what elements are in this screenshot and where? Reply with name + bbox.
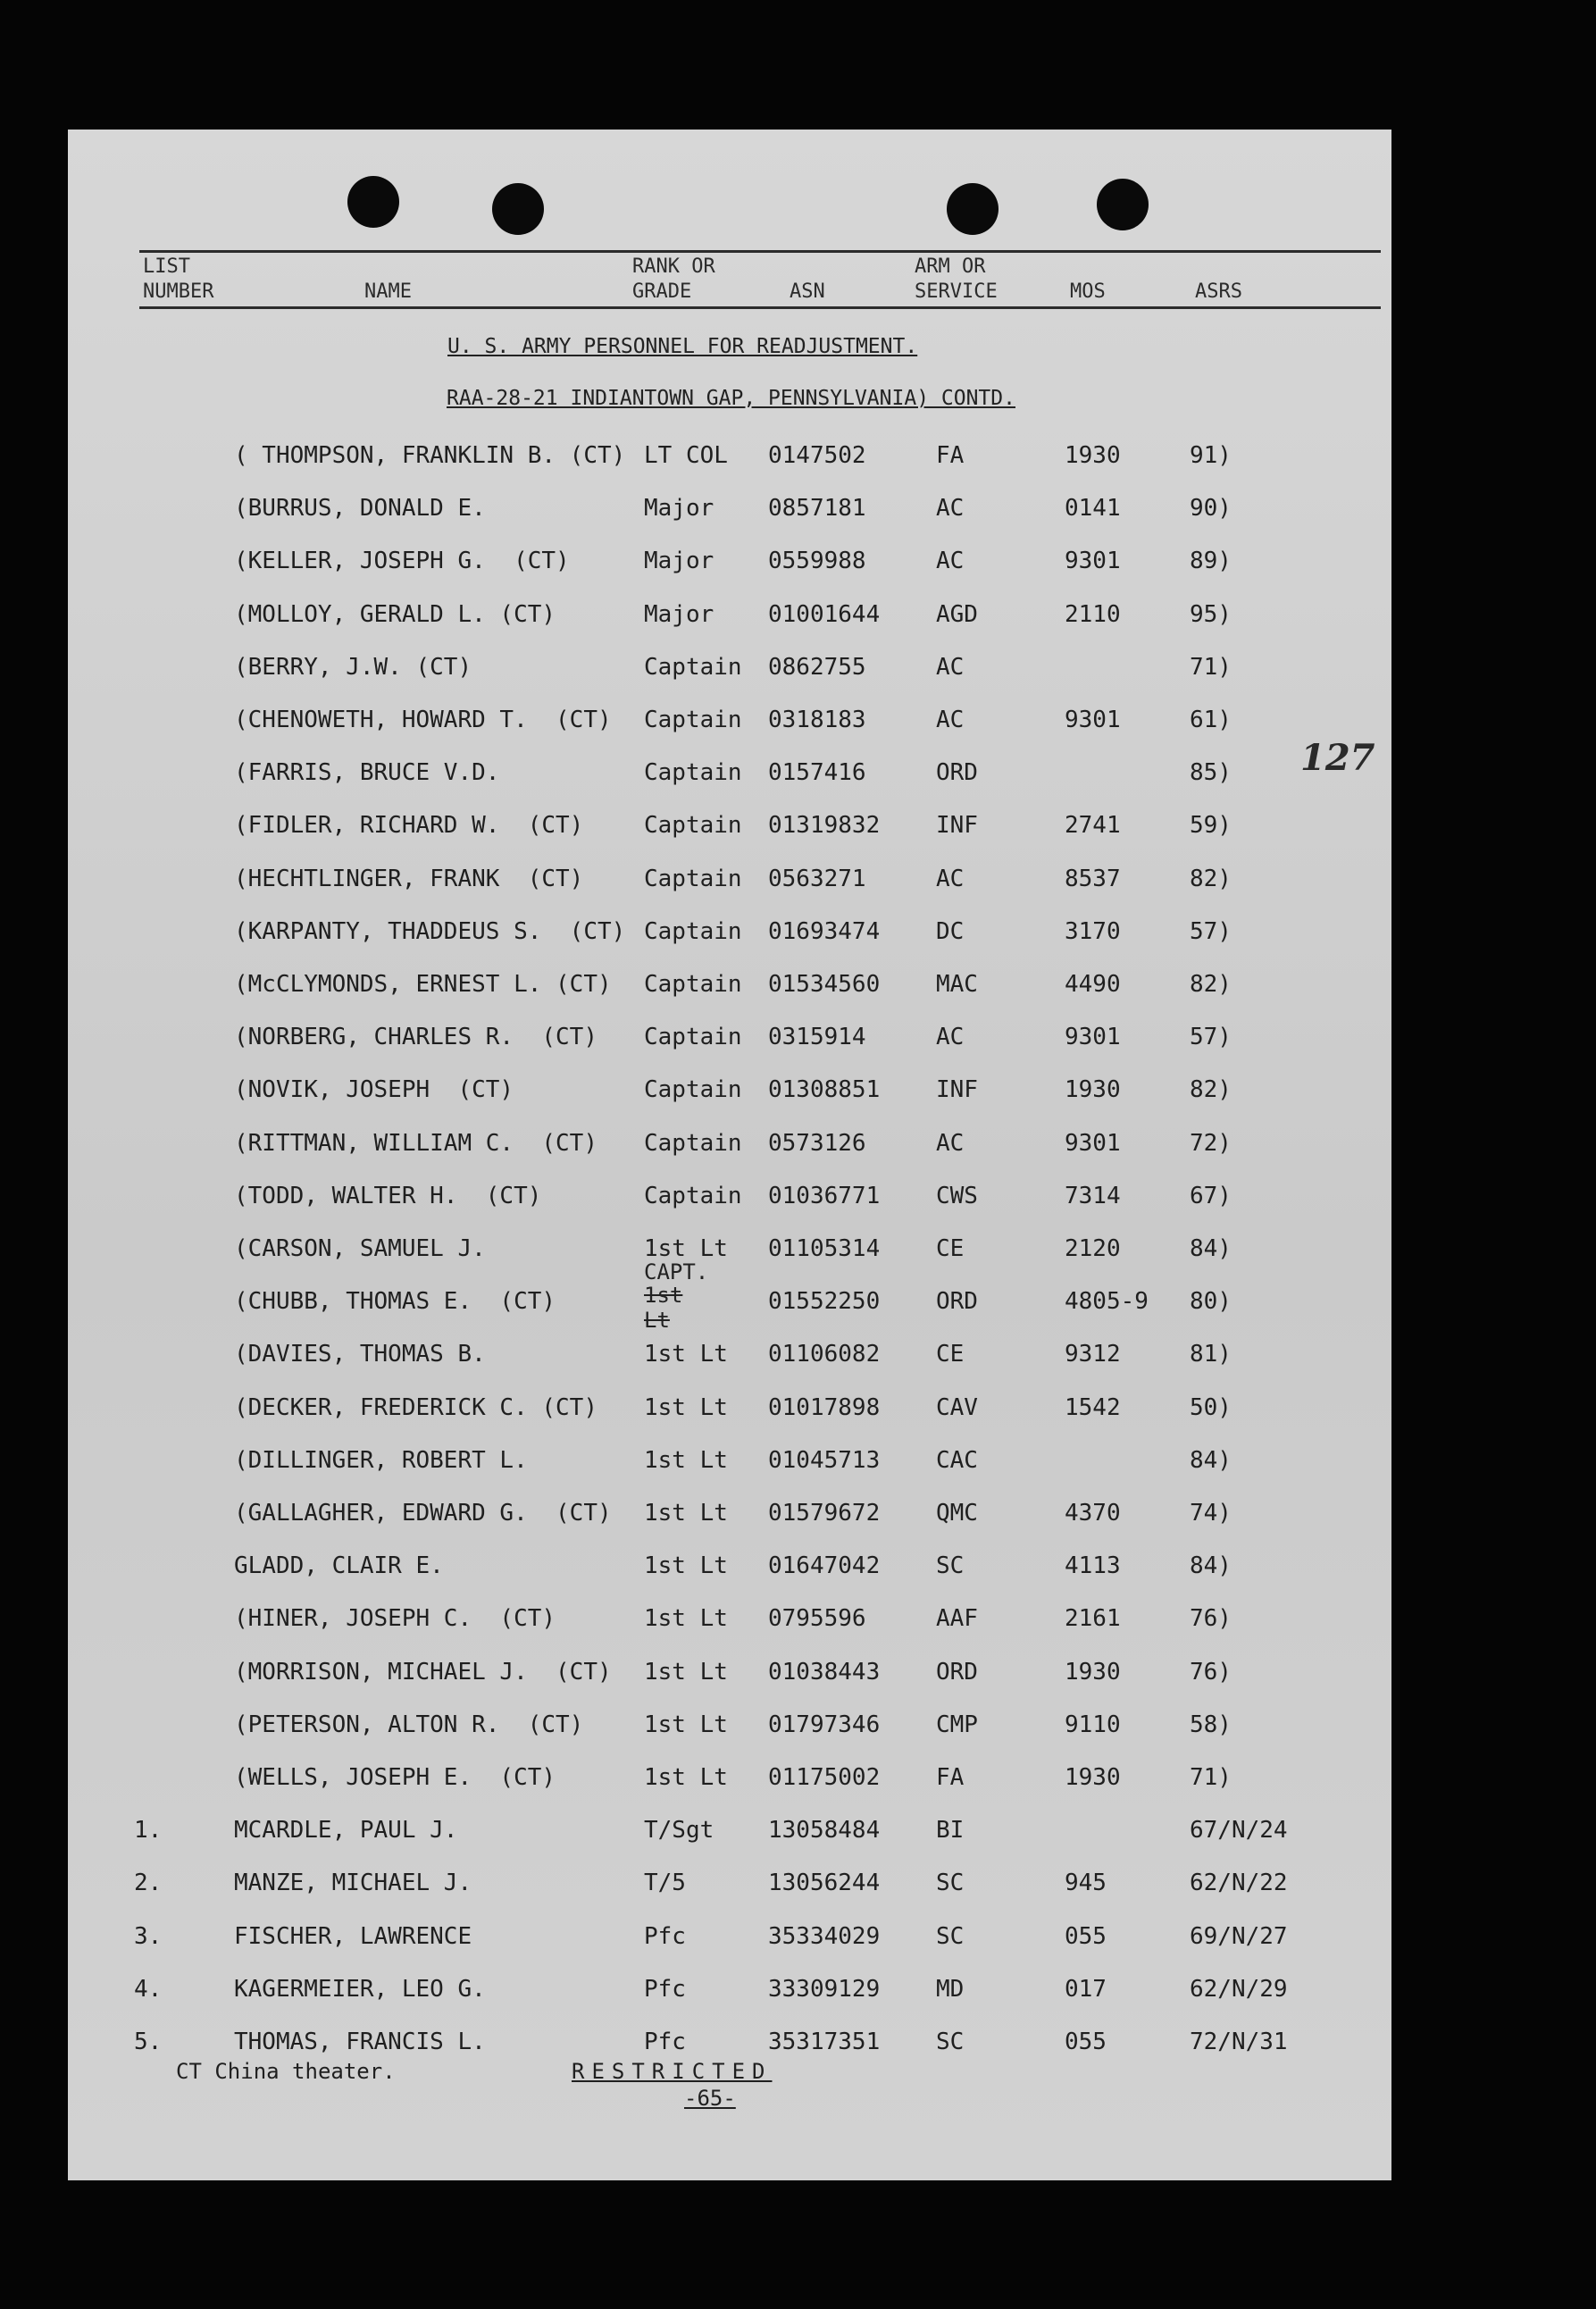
cell-arm: CMP [936, 1711, 978, 1738]
cell-asn: 01693474 [768, 917, 881, 945]
cell-asn: 01038443 [768, 1658, 881, 1686]
cell-grade: Captain [644, 1182, 742, 1209]
cell-name: (HECHTLINGER, FRANK (CT) [234, 865, 584, 892]
cell-asrs: 58) [1190, 1711, 1232, 1738]
cell-name: (HINER, JOSEPH C. (CT) [234, 1605, 556, 1633]
cell-grade: Pfc [644, 1975, 686, 2003]
cell-mos: 2161 [1065, 1605, 1121, 1633]
cell-grade: 1st Lt [644, 1658, 728, 1686]
correction-old: 1st Lt [644, 1283, 683, 1333]
cell-name: (KELLER, JOSEPH G. (CT) [234, 548, 570, 575]
cell-name: (CHENOWETH, HOWARD T. (CT) [234, 707, 612, 733]
cell-grade: Captain [644, 653, 742, 681]
cell-grade: Captain [644, 971, 742, 998]
table-row [68, 1183, 1391, 1218]
table-row [68, 1024, 1391, 1059]
cell-arm: QMC [936, 1500, 978, 1527]
cell-num: 3. [134, 1922, 163, 1950]
cell-asrs: 72) [1190, 1129, 1232, 1157]
punch-hole [347, 176, 399, 228]
cell-name: (MOLLOY, GERALD L. (CT) [234, 600, 556, 628]
cell-asrs: 62/N/22 [1190, 1870, 1288, 1897]
cell-arm: CE [936, 1341, 965, 1368]
cell-arm: CAV [936, 1393, 978, 1421]
table-row [68, 918, 1391, 954]
cell-asn: 33309129 [768, 1975, 881, 2003]
cell-asrs: 71) [1190, 1764, 1232, 1791]
cell-arm: AC [936, 1129, 965, 1157]
cell-asrs: 89) [1190, 548, 1232, 575]
table-row [68, 866, 1391, 901]
cell-arm: AGD [936, 600, 978, 628]
cell-arm: ORD [936, 1288, 978, 1316]
cell-name: (DECKER, FREDERICK C. (CT) [234, 1393, 597, 1421]
cell-asrs: 50) [1190, 1393, 1232, 1421]
header-mos: MOS [1070, 280, 1106, 303]
cell-asn: 01579672 [768, 1500, 881, 1527]
cell-asrs: 85) [1190, 759, 1232, 787]
table-row [68, 1659, 1391, 1694]
cell-mos: 9301 [1065, 707, 1121, 733]
cell-mos: 9301 [1065, 1024, 1121, 1051]
cell-arm: DC [936, 917, 965, 945]
table-row [68, 1605, 1391, 1641]
cell-num: 2. [134, 1870, 163, 1897]
cell-grade: Captain [644, 707, 742, 733]
cell-mos: 2120 [1065, 1235, 1121, 1262]
cell-mos: 4805-9 [1065, 1288, 1149, 1316]
table-row [68, 1711, 1391, 1747]
cell-mos: 4113 [1065, 1552, 1121, 1580]
header-rule-top [139, 250, 1381, 253]
cell-mos: 055 [1065, 1922, 1107, 1950]
table-row [68, 495, 1391, 531]
cell-grade: Captain [644, 917, 742, 945]
cell-arm: BI [936, 1817, 965, 1845]
cell-name: (CARSON, SAMUEL J. [234, 1235, 486, 1262]
table-row [68, 1076, 1391, 1112]
table-row [68, 1447, 1391, 1483]
header-arm: ARM OR SERVICE [915, 255, 998, 303]
cell-asrs: 76) [1190, 1658, 1232, 1686]
table-row [68, 1130, 1391, 1166]
cell-mos: 1930 [1065, 442, 1121, 469]
cell-grade: Major [644, 600, 714, 628]
cell-mos: 2110 [1065, 600, 1121, 628]
cell-name: (FARRIS, BRUCE V.D. [234, 759, 500, 787]
cell-asrs: 74) [1190, 1500, 1232, 1527]
cell-asrs: 57) [1190, 1024, 1232, 1051]
cell-mos: 055 [1065, 2029, 1107, 2055]
cell-asrs: 82) [1190, 1076, 1232, 1104]
cell-name: ( THOMPSON, FRANKLIN B. (CT) [234, 442, 626, 469]
cell-asn: 0315914 [768, 1024, 866, 1051]
cell-asrs: 61) [1190, 707, 1232, 733]
cell-asn: 0147502 [768, 442, 866, 469]
cell-grade: Captain [644, 759, 742, 787]
document-title: U. S. ARMY PERSONNEL FOR READJUSTMENT. [447, 335, 918, 358]
cell-mos: 9110 [1065, 1711, 1121, 1738]
cell-name: (BERRY, J.W. (CT) [234, 653, 472, 681]
cell-mos: 4490 [1065, 971, 1121, 998]
table-row [68, 1870, 1391, 1905]
cell-name: (BURRUS, DONALD E. [234, 495, 486, 523]
cell-grade: 1st Lt [644, 1393, 728, 1421]
cell-arm: CAC [936, 1446, 978, 1474]
cell-mos: 4370 [1065, 1500, 1121, 1527]
cell-asn: 0559988 [768, 548, 866, 575]
cell-asn: 0318183 [768, 707, 866, 733]
cell-asn: 01017898 [768, 1393, 881, 1421]
cell-asn: 01534560 [768, 971, 881, 998]
table-row [68, 759, 1391, 795]
cell-asrs: 95) [1190, 600, 1232, 628]
table-row [68, 1288, 1391, 1324]
cell-arm: MD [936, 1975, 965, 2003]
cell-arm: INF [936, 812, 978, 840]
cell-grade: 1st Lt [644, 1341, 728, 1368]
header-asrs: ASRS [1195, 280, 1242, 303]
cell-asn: 0857181 [768, 495, 866, 523]
cell-mos: 8537 [1065, 865, 1121, 892]
cell-mos: 1930 [1065, 1658, 1121, 1686]
cell-asrs: 71) [1190, 653, 1232, 681]
cell-mos: 9301 [1065, 548, 1121, 575]
cell-asn: 01001644 [768, 600, 881, 628]
table-row [68, 707, 1391, 742]
cell-asn: 01797346 [768, 1711, 881, 1738]
table-row [68, 1764, 1391, 1800]
cell-name: (RITTMAN, WILLIAM C. (CT) [234, 1129, 597, 1157]
cell-arm: AC [936, 865, 965, 892]
cell-mos: 2741 [1065, 812, 1121, 840]
cell-arm: AC [936, 653, 965, 681]
cell-asn: 13058484 [768, 1817, 881, 1845]
cell-asn: 01106082 [768, 1341, 881, 1368]
margin-note: 127 [1300, 737, 1375, 779]
table-row [68, 1394, 1391, 1430]
cell-grade: 1st Lt [644, 1605, 728, 1633]
cell-asn: 01175002 [768, 1764, 881, 1791]
header-rule-bottom [139, 306, 1381, 309]
cell-mos: 9301 [1065, 1129, 1121, 1157]
cell-grade: 1st Lt [644, 1552, 728, 1580]
cell-grade: 1st Lt [644, 1711, 728, 1738]
table-row [68, 971, 1391, 1007]
cell-asrs: 57) [1190, 917, 1232, 945]
cell-asrs: 67/N/24 [1190, 1817, 1288, 1845]
cell-asn: 35334029 [768, 1922, 881, 1950]
cell-name: (WELLS, JOSEPH E. (CT) [234, 1764, 556, 1791]
cell-asn: 0157416 [768, 759, 866, 787]
cell-arm: CWS [936, 1182, 978, 1209]
cell-asrs: 59) [1190, 812, 1232, 840]
cell-num: 5. [134, 2029, 163, 2055]
cell-asn: 35317351 [768, 2029, 881, 2055]
punch-hole [1097, 179, 1149, 230]
cell-asrs: 84) [1190, 1552, 1232, 1580]
cell-asn: 0573126 [768, 1129, 866, 1157]
cell-asn: 0563271 [768, 865, 866, 892]
cell-mos: 945 [1065, 1870, 1107, 1897]
cell-grade: 1st Lt [644, 1446, 728, 1474]
document-page [68, 130, 1391, 2180]
cell-name: (NOVIK, JOSEPH (CT) [234, 1076, 514, 1104]
cell-arm: SC [936, 2029, 965, 2055]
cell-asn: 01319832 [768, 812, 881, 840]
cell-name: (NORBERG, CHARLES R. (CT) [234, 1024, 597, 1051]
table-row [68, 548, 1391, 583]
cell-name: (KARPANTY, THADDEUS S. (CT) [234, 917, 626, 945]
cell-arm: FA [936, 1764, 965, 1791]
header-list-number: LIST NUMBER [143, 255, 214, 303]
cell-name: (DILLINGER, ROBERT L. [234, 1446, 528, 1474]
cell-grade: Captain [644, 865, 742, 892]
cell-asrs: 84) [1190, 1446, 1232, 1474]
cell-arm: AC [936, 548, 965, 575]
cell-grade: 1st Lt [644, 1764, 728, 1791]
cell-arm: ORD [936, 1658, 978, 1686]
punch-hole [492, 183, 544, 235]
cell-asn: 01552250 [768, 1288, 881, 1316]
cell-asrs: 91) [1190, 442, 1232, 469]
cell-arm: SC [936, 1922, 965, 1950]
cell-grade: Pfc [644, 2029, 686, 2055]
cell-name: (MORRISON, MICHAEL J. (CT) [234, 1658, 612, 1686]
cell-asrs: 69/N/27 [1190, 1922, 1288, 1950]
table-row [68, 601, 1391, 637]
cell-asn: 01105314 [768, 1235, 881, 1262]
cell-arm: FA [936, 442, 965, 469]
cell-asrs: 72/N/31 [1190, 2029, 1288, 2055]
cell-grade: LT COL [644, 442, 728, 469]
cell-asrs: 81) [1190, 1341, 1232, 1368]
cell-name: (FIDLER, RICHARD W. (CT) [234, 812, 584, 840]
cell-arm: AC [936, 495, 965, 523]
cell-asrs: 67) [1190, 1182, 1232, 1209]
cell-grade: 1st Lt [644, 1235, 728, 1262]
footnote: CT China theater. [176, 2059, 396, 2084]
punch-hole [947, 183, 999, 235]
cell-name: (McCLYMONDS, ERNEST L. (CT) [234, 971, 612, 998]
cell-grade: Captain [644, 1129, 742, 1157]
cell-grade: Captain [644, 1076, 742, 1104]
cell-mos: 1542 [1065, 1393, 1121, 1421]
cell-name: (PETERSON, ALTON R. (CT) [234, 1711, 584, 1738]
cell-grade: Major [644, 548, 714, 575]
cell-grade: T/Sgt [644, 1817, 714, 1845]
cell-name: (TODD, WALTER H. (CT) [234, 1182, 542, 1209]
cell-asn: 13056244 [768, 1870, 881, 1897]
cell-asrs: 76) [1190, 1605, 1232, 1633]
table-row [68, 1235, 1391, 1271]
cell-asrs: 80) [1190, 1288, 1232, 1316]
correction-new: CAPT. [644, 1259, 709, 1284]
cell-arm: ORD [936, 759, 978, 787]
cell-grade: T/5 [644, 1870, 686, 1897]
cell-arm: AAF [936, 1605, 978, 1633]
cell-name: FISCHER, LAWRENCE [234, 1922, 472, 1950]
cell-asn: 0795596 [768, 1605, 866, 1633]
cell-mos: 017 [1065, 1975, 1107, 2003]
cell-grade: Captain [644, 1024, 742, 1051]
cell-grade: 1st Lt [644, 1500, 728, 1527]
document-subtitle: RAA-28-21 INDIANTOWN GAP, PENNSYLVANIA) CONTD. [447, 387, 1015, 410]
cell-asn: 01308851 [768, 1076, 881, 1104]
cell-asn: 0862755 [768, 653, 866, 681]
table-row [68, 1552, 1391, 1588]
cell-name: MANZE, MICHAEL J. [234, 1870, 472, 1897]
cell-name: MCARDLE, PAUL J. [234, 1817, 458, 1845]
cell-asrs: 90) [1190, 495, 1232, 523]
cell-num: 4. [134, 1975, 163, 2003]
cell-asn: 01647042 [768, 1552, 881, 1580]
cell-mos: 7314 [1065, 1182, 1121, 1209]
cell-arm: AC [936, 707, 965, 733]
cell-name: (DAVIES, THOMAS B. [234, 1341, 486, 1368]
cell-mos: 9312 [1065, 1341, 1121, 1368]
cell-num: 1. [134, 1817, 163, 1845]
cell-mos: 1930 [1065, 1764, 1121, 1791]
page-number: -65- [684, 2086, 736, 2111]
cell-grade: Pfc [644, 1922, 686, 1950]
cell-asrs: 62/N/29 [1190, 1975, 1288, 2003]
table-row [68, 1923, 1391, 1959]
cell-grade: Major [644, 495, 714, 523]
cell-arm: MAC [936, 971, 978, 998]
cell-name: THOMAS, FRANCIS L. [234, 2029, 486, 2055]
cell-name: GLADD, CLAIR E. [234, 1552, 444, 1580]
table-row [68, 1817, 1391, 1853]
cell-mos: 1930 [1065, 1076, 1121, 1104]
cell-mos: 0141 [1065, 495, 1121, 523]
restricted-stamp: RESTRICTED [572, 2059, 773, 2084]
cell-arm: SC [936, 1552, 965, 1580]
cell-grade: Captain [644, 812, 742, 840]
table-row [68, 442, 1391, 478]
cell-asn: 01045713 [768, 1446, 881, 1474]
table-row [68, 1500, 1391, 1535]
header-asn: ASN [790, 280, 825, 303]
table-row [68, 1341, 1391, 1376]
cell-name: KAGERMEIER, LEO G. [234, 1975, 486, 2003]
cell-arm: INF [936, 1076, 978, 1104]
cell-asn: 01036771 [768, 1182, 881, 1209]
cell-name: (CHUBB, THOMAS E. (CT) [234, 1288, 556, 1316]
cell-asrs: 84) [1190, 1235, 1232, 1262]
table-row [68, 812, 1391, 848]
cell-asrs: 82) [1190, 865, 1232, 892]
cell-name: (GALLAGHER, EDWARD G. (CT) [234, 1500, 612, 1527]
cell-arm: CE [936, 1235, 965, 1262]
cell-mos: 3170 [1065, 917, 1121, 945]
cell-arm: AC [936, 1024, 965, 1051]
cell-asrs: 82) [1190, 971, 1232, 998]
header-rank: RANK OR GRADE [632, 255, 715, 303]
table-row [68, 1976, 1391, 2012]
header-name: NAME [364, 280, 412, 303]
table-row [68, 654, 1391, 690]
cell-arm: SC [936, 1870, 965, 1897]
